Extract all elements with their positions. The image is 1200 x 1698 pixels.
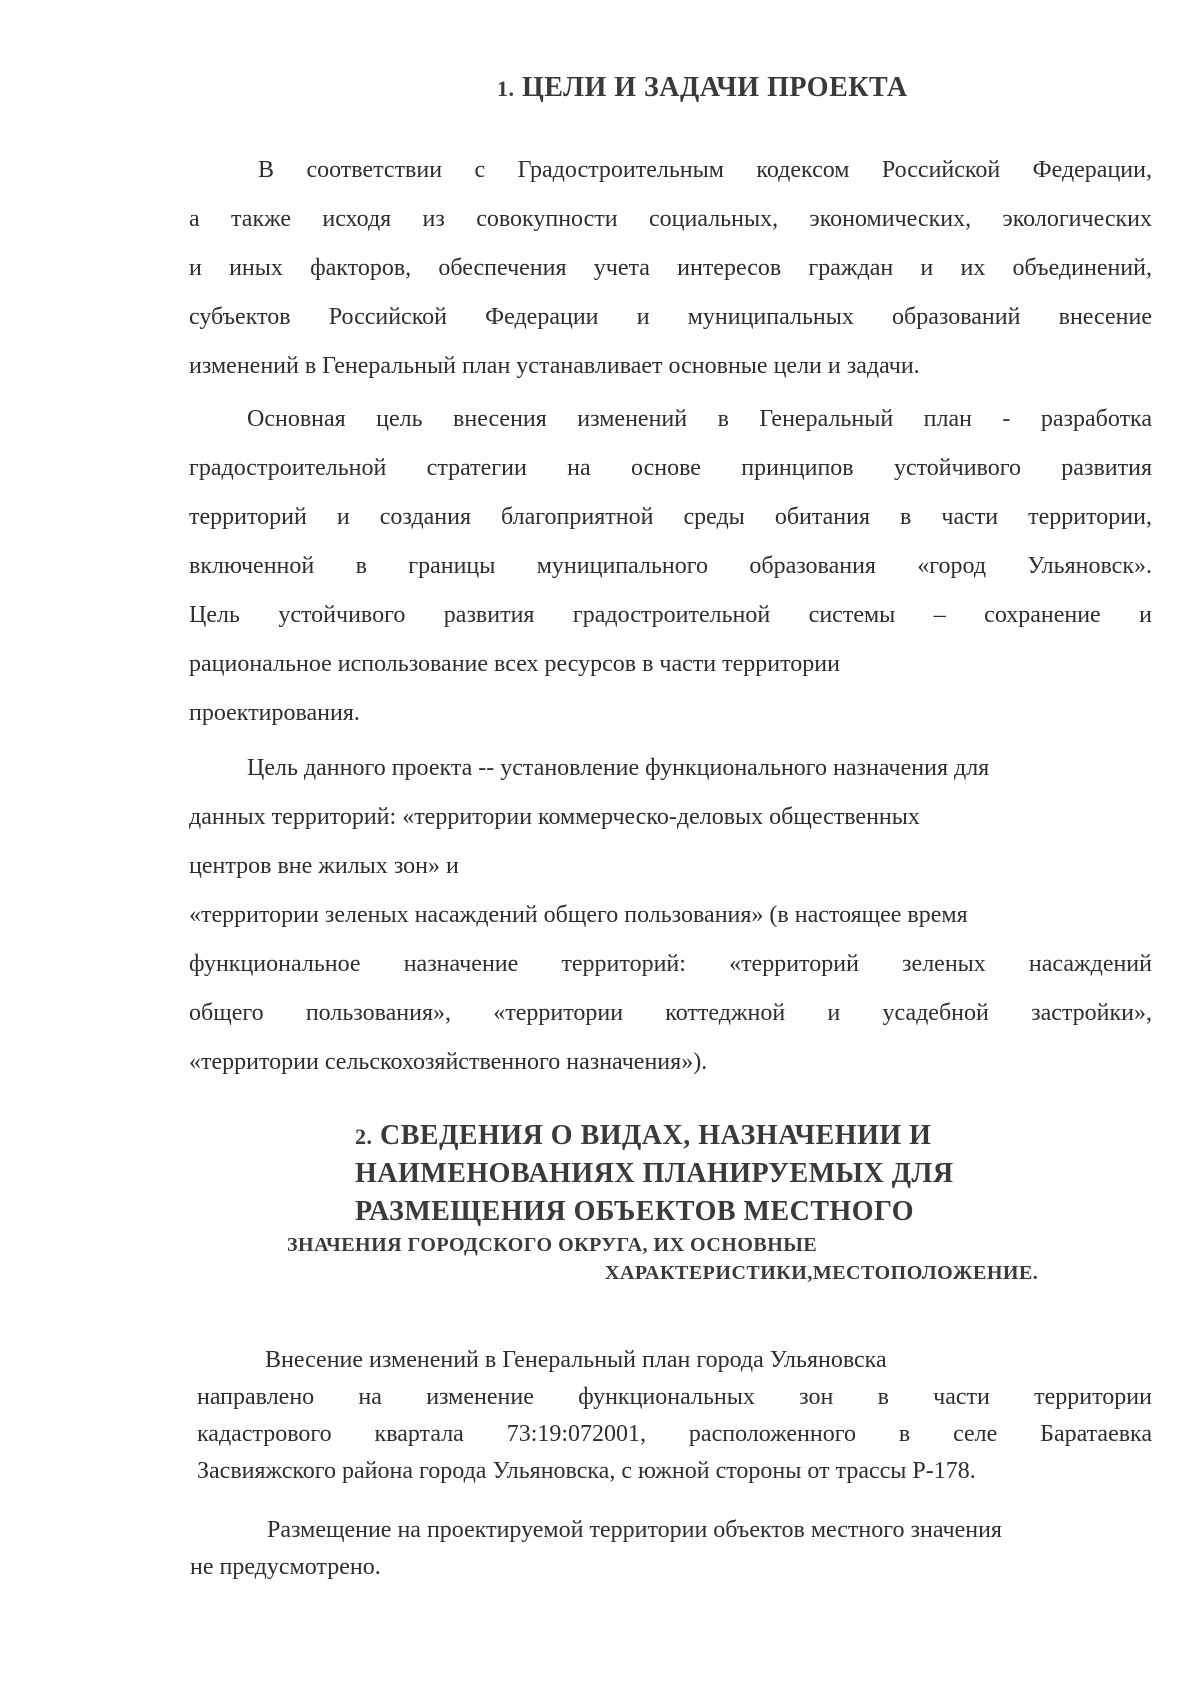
section1-line-14: данных территорий: «территории коммерческо-деловых общественных xyxy=(189,804,920,830)
section1-line-9: включенной в границы муниципального образования «город Ульяновск». xyxy=(189,553,1152,579)
section1-line-16: «территории зеленых насаждений общего пользования» (в настоящее время xyxy=(189,902,968,928)
section1-line-11: рациональное использование всех ресурсов в части территории xyxy=(189,651,840,677)
section2-line-5: Размещение на проектируемой территории объектов местного значения xyxy=(267,1517,1002,1543)
section2-line-4: Засвияжского района города Ульяновска, с южной стороны от трассы Р-178. xyxy=(197,1458,976,1484)
section1-line-4: субъектов Российской Федерации и муниципальных образований внесение xyxy=(189,304,1152,330)
section1-line-13: Цель данного проекта -- установление функционального назначения для xyxy=(247,755,990,781)
section2-number: 2. xyxy=(355,1124,373,1149)
section1-line-6: Основная цель внесения изменений в Генеральный план - разработка xyxy=(247,406,1152,432)
section2-title-line-3: РАЗМЕЩЕНИЯ ОБЪЕКТОВ МЕСТНОГО xyxy=(355,1196,914,1227)
section1-heading xyxy=(497,72,908,104)
section1-line-3: и иных факторов, обеспечения учета интересов граждан и их объединений, xyxy=(189,255,1152,281)
section1-line-17: функциональное назначение территорий: «территорий зеленых насаждений xyxy=(189,951,1152,977)
section2-heading-line-1 xyxy=(355,1120,931,1152)
section1-line-19: «территории сельскохозяйственного назначения»). xyxy=(189,1049,708,1075)
section2-title-line-4: ЗНАЧЕНИЯ ГОРОДСКОГО ОКРУГА, ИХ ОСНОВНЫЕ xyxy=(287,1234,818,1256)
section1-line-10: Цель устойчивого развития градостроительной системы – сохранение и xyxy=(189,602,1152,628)
section1-line-1: В соответствии с Градостроительным кодексом Российской Федерации, xyxy=(258,157,1152,183)
section2-line-2: направлено на изменение функциональных зон в части территории xyxy=(197,1384,1152,1410)
section2-line-6: не предусмотрено. xyxy=(190,1554,381,1580)
section1-line-18: общего пользования», «территории коттеджной и усадебной застройки», xyxy=(189,1000,1152,1026)
section1-line-2: а также исходя из совокупности социальных, экономических, экологических xyxy=(189,206,1152,232)
section1-line-5: изменений в Генеральный план устанавливает основные цели и задачи. xyxy=(189,353,920,379)
section1-number: 1. xyxy=(497,76,515,101)
section2-title-line-1: СВЕДЕНИЯ О ВИДАХ, НАЗНАЧЕНИИ И xyxy=(380,1120,932,1151)
section2-title-line-5: ХАРАКТЕРИСТИКИ,МЕСТОПОЛОЖЕНИЕ. xyxy=(605,1262,1039,1284)
section1-line-7: градостроительной стратегии на основе принципов устойчивого развития xyxy=(189,455,1152,481)
section1-line-12: проектирования. xyxy=(189,700,360,726)
section2-title-line-2: НАИМЕНОВАНИЯХ ПЛАНИРУЕМЫХ ДЛЯ xyxy=(355,1158,954,1189)
section2-line-1: Внесение изменений в Генеральный план города Ульяновска xyxy=(265,1347,887,1373)
section2-line-3: кадастрового квартала 73:19:072001, расположенного в селе Баратаевка xyxy=(197,1421,1152,1447)
section1-line-8: территорий и создания благоприятной среды обитания в части территории, xyxy=(189,504,1152,530)
section1-line-15: центров вне жилых зон» и xyxy=(189,853,459,879)
section1-title: ЦЕЛИ И ЗАДАЧИ ПРОЕКТА xyxy=(522,72,908,103)
